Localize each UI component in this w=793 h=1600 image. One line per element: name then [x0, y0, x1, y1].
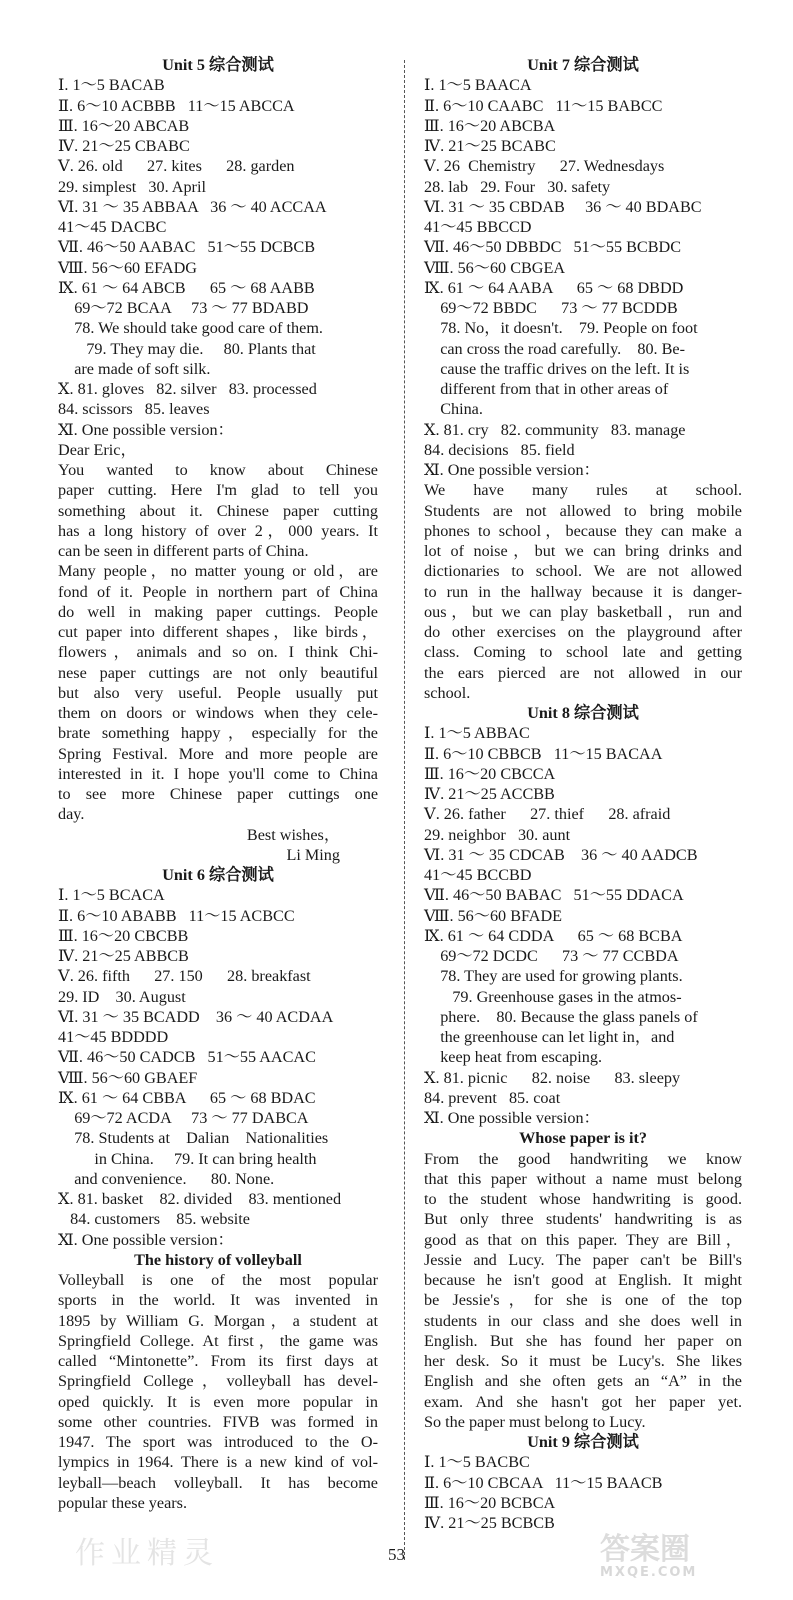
text-line: China.	[424, 400, 483, 419]
text-line: 29. simplest 30. April	[58, 177, 206, 196]
text-line: But only three students' handwriting is as	[424, 1210, 742, 1229]
text-line: lympics in 1964. There is a new kind of vol-	[58, 1453, 378, 1472]
text-line: 69～72 ACDA 73 ～ 77 DABCA	[58, 1109, 309, 1127]
text-line: Ⅰ. 1～5 BAACA	[424, 76, 532, 95]
text-line: class. Coming to school late and getting	[424, 643, 742, 662]
text-line: lot of noise，but we can bring drinks and	[424, 542, 742, 560]
text-line: Ⅵ. 31 ～ 35 CBDAB 36 ～ 40 BDABC	[424, 197, 702, 216]
text-line: Ⅰ. 1～5 ABBAC	[424, 724, 530, 743]
text-line: be Jessie's，for she is one of the top	[424, 1291, 742, 1310]
text-line: the greenhouse can let light in，and	[424, 1028, 675, 1046]
text-line: From the good handwriting we know	[424, 1149, 742, 1168]
page-number: 53	[388, 1545, 405, 1564]
text-line: Many people，no matter young or old，are	[58, 562, 378, 581]
text-line: school.	[424, 683, 471, 702]
text-line: can cross the road carefully. 80. Be-	[424, 339, 685, 358]
text-line: Ⅺ. One possible version：	[58, 420, 234, 439]
text-line: called “Mintonette”. From its first days at	[58, 1352, 378, 1370]
text-line: Ⅵ. 31 ～ 35 CDCAB 36 ～ 40 AADCB	[424, 845, 698, 864]
text-line: Ⅲ. 16～20 ABCAB	[58, 116, 190, 135]
text-line: cause the traffic drives on the left. It is	[424, 359, 690, 378]
text-line: Ⅴ. 26. father 27. thief 28. afraid	[424, 805, 671, 824]
section-heading: Unit 8 综合测试	[527, 704, 639, 722]
text-line: leyball—beach volleyball. It has become	[58, 1473, 378, 1492]
text-line: Ⅷ. 56～60 BFADE	[424, 906, 563, 925]
text-line: 84. scissors 85. leaves	[58, 400, 210, 419]
text-line: cut paper into different shapes，like birds，	[58, 623, 378, 641]
text-line: Dear Eric，	[58, 440, 137, 459]
text-line: Springfield College. At first，the game was	[58, 1331, 378, 1350]
text-line: Ⅴ. 26 Chemistry 27. Wednesdays	[424, 157, 665, 176]
right-column	[424, 55, 742, 1533]
text-line: 69～72 BBDC 73 ～ 77 BCDDB	[424, 299, 678, 317]
text-line: do well in making paper cuttings. People	[58, 602, 378, 621]
text-line: oped quickly. It is even more popular in	[58, 1392, 378, 1411]
text-line: Jessie and Lucy. The paper can't be Bill's	[424, 1250, 742, 1269]
text-line: 78. No，it doesn't. 79. People on foot	[424, 319, 698, 338]
text-line: Ⅹ. 81. picnic 82. noise 83. sleepy	[424, 1068, 681, 1087]
text-line: 78. We should take good care of them.	[58, 319, 323, 338]
text-line: Ⅺ. One possible version：	[424, 461, 600, 479]
text-line: brate something happy，especially for the	[58, 724, 378, 743]
text-line: Ⅳ. 21～25 ACCBB	[424, 785, 555, 803]
text-line: Ⅱ. 6～10 ACBBB 11～15 ABCCA	[58, 96, 295, 115]
text-line: 84. prevent 85. coat	[424, 1088, 561, 1107]
text-line: to the student whose handwriting is good.	[424, 1190, 742, 1208]
text-line: Ⅲ. 16～20 BCBCA	[424, 1493, 556, 1512]
text-line: So the paper must belong to Lucy.	[424, 1412, 646, 1431]
text-line: Ⅳ. 21～25 BCABC	[424, 137, 556, 155]
text-line: ous，but we can play basketball，run and	[424, 602, 742, 621]
text-line: Ⅴ. 26. old 27. kites 28. garden	[58, 157, 295, 176]
text-line: English. But she has found her paper on	[424, 1331, 742, 1350]
text-line: to see more Chinese paper cuttings one	[58, 785, 378, 803]
text-line: good as that on this paper. They are Bill，	[424, 1230, 742, 1249]
text-line: Ⅶ. 46～50 DBBDC 51～55 BCBDC	[424, 238, 681, 257]
section-heading: Whose paper is it?	[519, 1129, 647, 1148]
text-line: Ⅱ. 6～10 CBCAA 11～15 BAACB	[424, 1473, 663, 1492]
text-line: nese paper cuttings are not only beautiful	[58, 663, 378, 682]
text-line: Ⅶ. 46～50 BABAC 51～55 DDACA	[424, 886, 684, 905]
watermark-logo: 答案圈	[600, 1532, 690, 1567]
text-line: some other countries. FIVB was formed in	[58, 1412, 378, 1431]
text-line: Ⅳ. 21～25 ABBCB	[58, 947, 189, 965]
text-line: students in our class and she does well in	[424, 1311, 742, 1330]
text-line: Ⅱ. 6～10 CBBCB 11～15 BACAA	[424, 744, 663, 763]
text-line: 79. Greenhouse gases in the atmos-	[424, 987, 682, 1006]
text-line: Ⅱ. 6～10 CAABC 11～15 BABCC	[424, 96, 663, 115]
text-line: Ⅶ. 46～50 CADCB 51～55 AACAC	[58, 1048, 316, 1067]
text-line: 41～45 BDDDD	[58, 1028, 169, 1046]
text-line: something about it. Chinese paper cutting	[58, 501, 378, 520]
text-line: the ears pierced are not allowed in our	[424, 663, 742, 682]
text-line: Ⅸ. 61 ～ 64 ABCB 65 ～ 68 AABB	[58, 278, 315, 297]
text-line: Ⅸ. 61 ～ 64 AABA 65 ～ 68 DBDD	[424, 278, 684, 297]
text-line: Ⅷ. 56～60 GBAEF	[58, 1068, 198, 1087]
text-line: Ⅸ. 61 ～ 64 CBBA 65 ～ 68 BDAC	[58, 1088, 316, 1107]
text-line: 1947. The sport was introduced to the O-	[58, 1433, 378, 1451]
text-line: dictionaries to school. We are not allowed	[424, 562, 742, 581]
text-line: You wanted to know about Chinese	[58, 461, 378, 479]
text-line: Ⅸ. 61 ～ 64 CDDA 65 ～ 68 BCBA	[424, 926, 683, 945]
text-line: 69～72 BCAA 73 ～ 77 BDABD	[58, 299, 309, 317]
text-line: phere. 80. Because the glass panels of	[424, 1007, 698, 1026]
text-line: Ⅺ. One possible version：	[58, 1230, 234, 1249]
text-line: Ⅺ. One possible version：	[424, 1109, 600, 1127]
text-line: Ⅶ. 46～50 AABAC 51～55 DCBCB	[58, 238, 315, 257]
text-line: Ⅰ. 1～5 BACBC	[424, 1453, 530, 1472]
text-line: sports in the world. It was invented in	[58, 1291, 378, 1310]
text-line: Ⅰ. 1～5 BACAB	[58, 76, 165, 95]
text-line: 84. customers 85. website	[58, 1210, 250, 1229]
text-line: in China. 79. It can bring health	[58, 1149, 317, 1168]
text-line: Ⅲ. 16～20 CBCBB	[58, 926, 189, 945]
left-column	[58, 55, 378, 1513]
text-line: them on doors or windows when they cele-	[58, 704, 378, 722]
text-line: Students are not allowed to bring mobile	[424, 501, 742, 520]
text-line: keep heat from escaping.	[424, 1048, 602, 1067]
text-line: are made of soft silk.	[58, 359, 211, 378]
text-line: Ⅷ. 56～60 CBGEA	[424, 258, 566, 277]
text-line: Ⅳ. 21～25 CBABC	[58, 137, 190, 155]
text-line: exam. And she hasn't got her paper yet.	[424, 1392, 742, 1411]
text-line: phones to school，because they can make a	[424, 521, 742, 540]
watermark-left: 作业精灵	[75, 1536, 219, 1571]
text-line: interested in it. I hope you'll come to China	[58, 764, 378, 783]
text-line: has a long history of over 2，000 years. It	[58, 521, 378, 540]
text-line: Ⅷ. 56～60 EFADG	[58, 258, 197, 277]
text-line: Ⅴ. 26. fifth 27. 150 28. breakfast	[58, 967, 311, 986]
section-heading: Unit 6 综合测试	[162, 866, 274, 884]
text-line: can be seen in different parts of China.	[58, 542, 309, 560]
text-line: Ⅹ. 81. gloves 82. silver 83. processed	[58, 380, 317, 398]
text-line: different from that in other areas of	[424, 380, 669, 398]
text-line: Ⅵ. 31 ～ 35 ABBAA 36 ～ 40 ACCAA	[58, 197, 327, 216]
text-line: 1895 by William G. Morgan，a student at	[58, 1311, 378, 1330]
text-line: to run in the hallway because it is danger-	[424, 582, 742, 601]
text-line: 41～45 BCCBD	[424, 866, 532, 884]
section-heading: The history of volleyball	[134, 1250, 302, 1269]
text-line: popular these years.	[58, 1493, 188, 1512]
text-line: Spring Festival. More and more people are	[58, 744, 378, 763]
text-line: Ⅵ. 31 ～ 35 BCADD 36 ～ 40 ACDAA	[58, 1007, 334, 1026]
text-line: because he isn't good at English. It might	[424, 1271, 742, 1289]
text-line: 29. ID 30. August	[58, 987, 186, 1006]
text-line: Ⅲ. 16～20 ABCBA	[424, 116, 556, 135]
text-line: 29. neighbor 30. aunt	[424, 825, 571, 844]
text-line: Ⅰ. 1～5 BCACA	[58, 886, 165, 905]
text-line: fond of it. People in northern part of China	[58, 582, 378, 601]
section-heading: Unit 7 综合测试	[527, 56, 639, 74]
text-line: day.	[58, 805, 85, 824]
text-line: paper cutting. Here I'm glad to tell you	[58, 481, 378, 500]
section-heading: Unit 5 综合测试	[162, 56, 274, 74]
text-line: that this paper without a name must belong	[424, 1169, 742, 1188]
text-line: Ⅹ. 81. basket 82. divided 83. mentioned	[58, 1190, 342, 1208]
column-divider	[404, 60, 405, 1560]
section-heading: Unit 9 综合测试	[527, 1433, 639, 1451]
text-line: Best wishes，	[246, 825, 340, 844]
text-line: and convenience. 80. None.	[58, 1169, 275, 1188]
text-line: 84. decisions 85. field	[424, 440, 575, 459]
text-line: Springfield College，volleyball has devel-	[58, 1372, 378, 1391]
text-line: do other exercises on the playground after	[424, 623, 742, 641]
text-line: 79. They may die. 80. Plants that	[58, 339, 316, 358]
text-line: 69～72 DCDC 73 ～ 77 CCBDA	[424, 947, 679, 965]
text-line: We have many rules at school.	[424, 481, 742, 500]
text-line: Li Ming	[286, 845, 340, 864]
text-line: Ⅱ. 6～10 ABABB 11～15 ACBCC	[58, 906, 295, 925]
text-line: her desk. So it must be Lucy's. She likes	[424, 1352, 742, 1370]
text-line: 28. lab 29. Four 30. safety	[424, 177, 611, 196]
watermark-url: MXQE.COM	[600, 1565, 698, 1580]
text-line: Ⅲ. 16～20 CBCCA	[424, 764, 556, 783]
text-line: English and she often gets an “A” in the	[424, 1372, 742, 1391]
text-line: 41～45 DACBC	[58, 218, 167, 236]
text-line: Volleyball is one of the most popular	[58, 1271, 378, 1289]
text-line: but also very useful. People usually put	[58, 683, 378, 702]
text-line: flowers，animals and so on. I think Chi-	[58, 643, 378, 662]
text-line: 78. Students at Dalian Nationalities	[58, 1129, 329, 1148]
text-line: Ⅹ. 81. cry 82. community 83. manage	[424, 420, 686, 439]
text-line: Ⅳ. 21～25 BCBCB	[424, 1514, 555, 1532]
text-line: 78. They are used for growing plants.	[424, 967, 683, 986]
text-line: 41～45 BBCCD	[424, 218, 532, 236]
